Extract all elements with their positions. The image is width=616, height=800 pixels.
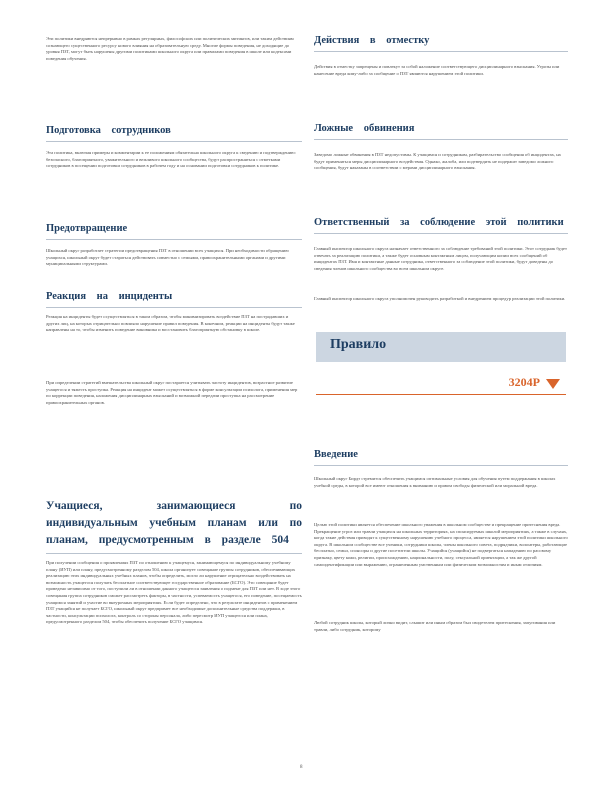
false-accusations-heading: Ложные обвинения xyxy=(314,122,568,140)
rule-banner xyxy=(316,332,566,362)
section504-paragraph: При получении сообщения о проявлениях ПЗТ по отношению к учащемуся, занимающемуся по индивидуальному учебному плану (ИУП) или плану, предусмотренному разделом 504, школа организует совещание группы сотрудников, обеспечивающих реализацию этих индивидуальных учебных планов, чтобы определить, могло ли нарушение отрицательно воздействовать на возможность учащегося получать бесплатное соответствующее государственное образование (БСГО). Это совещание будет проведено независимо от того, поступили ли в отношении данного учащегося заявления о подмене для ПЗТ или нет. В ходе этого совещания группа сотрудников сможет рассмотреть факторы, в частности, успеваемость учащегося, его поведение, посещаемость учащимся занятий и участие во внеурочных мероприятиях. Если будет определено, что в результате инцидентов с применением ПЗТ учащийся не получает БСГО, школьный округ предпримет все необходимые дополнительные средства поддержки, в частности, консультации психолога, контроль со стороны персонала, либо пересмотр ИУП учащегося или плана, предусмотренного разделом 504, чтобы обеспечить получение БСГО учащимся. xyxy=(46,560,302,625)
rule-banner-title: Правило xyxy=(330,337,387,352)
response-paragraph-2: При определении стратегий вмешательства школьный округ постарается учитывать частоту инцидентов, возрастное развитие учащегося и тяжесть проступка. Реакция на инцидент может осуществляться в форме консультации психолога, применения мер по коррекции поведения, наложения дисциплинарных взысканий и возможной передачи проступка на рассмотрение правоохранительных органов. xyxy=(46,380,298,405)
introduction-heading: Введение xyxy=(314,448,568,466)
staff-paragraph: Эта политика, включая примеры и комментарии к ее положениям обязательна школьного округа к сведению и подтверждению: безопасного, благоприятного, уважительного и вежливого школьного сообщества, будут распространяться с отметками сотрудников в посещении подготовки сотрудников в рабочем году и на основании подготовки сотрудников к политике. xyxy=(46,150,296,169)
rule-code-row xyxy=(316,372,566,395)
responsible-paragraph-2: Главный инспектор школьного округа уполномочен руководить разработкой и внедрением процедур реализации этой политики. xyxy=(314,296,566,301)
triangle-down-icon xyxy=(546,379,560,389)
false-accusations-paragraph: Заведомо ложные обвинения в ПЗТ недопустимы. К учащимся и сотрудникам, разбирательство сообщения об инцидентах, на будут применяться меры дисциплинарного воздействия. Однако, жалоба, или подтвердить не подержит заведомо ложного сообщения, будут наказаны в соответствии с мерами дисциплинарного взыскания. xyxy=(314,152,561,171)
introduction-paragraph-1: Школьный округ Бирдт стремится обеспечить учащимся оптимальные условия для обучения путем поддержания в школах учебной среды, в которой все имеют отношения к вниманию и правом свободы физической или моральной вреда. xyxy=(314,476,556,488)
action-paragraph: Действия в отместку запрещены и повлекут за собой наложение соответствующего дисциплинарного взыскания. Угрозы или нанесение вреда кому-либо за сообщение о ПЗТ являются нарушением этой политики. xyxy=(314,64,560,76)
responsible-heading: Ответственный за соблюдение этой политики xyxy=(314,216,568,234)
section504-heading: Учащиеся, занимающиеся по индивидуальным учебным планам или по планам, предусмотренным в разделе 504 xyxy=(46,498,302,554)
responsible-paragraph-1: Главный инспектор школьного округа назначает ответственного за соблюдение требований этой политики. Этот сотрудник будет отвечать за реализацию политики, а также будет основным контактным лицом, получающим копии всех сообщений об инцидентах ПЗТ. Имя и контактные данные сотрудника, ответственного за соблюдение этой политики, будут доведены до сведения членов школьного сообщества во всем школьном округе. xyxy=(314,246,567,271)
page-number: 8 xyxy=(300,765,303,770)
response-heading: Реакция на инциденты xyxy=(46,290,302,308)
rule-code: 3204Р xyxy=(508,375,540,389)
intro-paragraph: Эти политики внедряются непрерывно в рамках регулярных, философских или политических митингов, или таким действиям сознающего существенного ресурсу нового влияния на образовательную среду. Многие формы поведения, не доходящие до уровня ПЗТ, могут быть нарушены другими политиками школьного округа или правилами поведения в школе или кодексами поведения обучения. xyxy=(46,36,294,61)
response-paragraph-1: Реакция на инциденты будет осуществляться в таком образом, чтобы минимизировать воздействие ПЗТ на пострадавших и других лиц, на которых отрицательно повлияло нарушение правил поведения. В конечном, реакции на инциденты будут также направлены на то, чтобы изменить поведение виновника и восстановить благоприятную обстановку в школе. xyxy=(46,314,295,333)
prevention-heading: Предотвращение xyxy=(46,222,302,240)
staff-heading: Подготовка сотрудников xyxy=(46,124,302,142)
introduction-paragraph-2: Целью этой политики является обеспечение школьного уважения в школьном сообществе и прекращение притеснения вреда. Прекращение угроз или травли учащихся на школьных территориях, на спонсируемых школой мероприятиях, а также в случаях, когда такие действия приводят к существенному нарушению учебного процесса, является нарушением этой политики школьного округа. В школьном сообществе все ученики, сотрудники школы, члены школьного совета, подрядчики, волонтеры, работающие бесплатно, семьи, спонсоры и другие посетители школы. Учащийся (учащийся) не подвергаться нападению по расовому признаку, цвету кожи, религии, происхождению, национальности, полу, сексуальной ориентации, а так же другой самоидентификации или выражению, ограниченным умственным или физическим возможностям и иным отличиям. xyxy=(314,522,568,567)
introduction-paragraph-3: Любой сотрудник школы, который лично видит, слышит или иным образом был свидетелем притеснения, запугивания или травли, либо сотрудник, которому xyxy=(314,620,556,632)
action-heading: Действия в отместку xyxy=(314,34,568,52)
prevention-paragraph: Школьный округ разработает стратегии предотвращения ПЗТ в отношении всех учащихся. При необходимости обращению учащихся, школьный округ будет стараться действовать совместно с семьями, правоохранительными органами и другими муниципальными структурами. xyxy=(46,248,289,267)
